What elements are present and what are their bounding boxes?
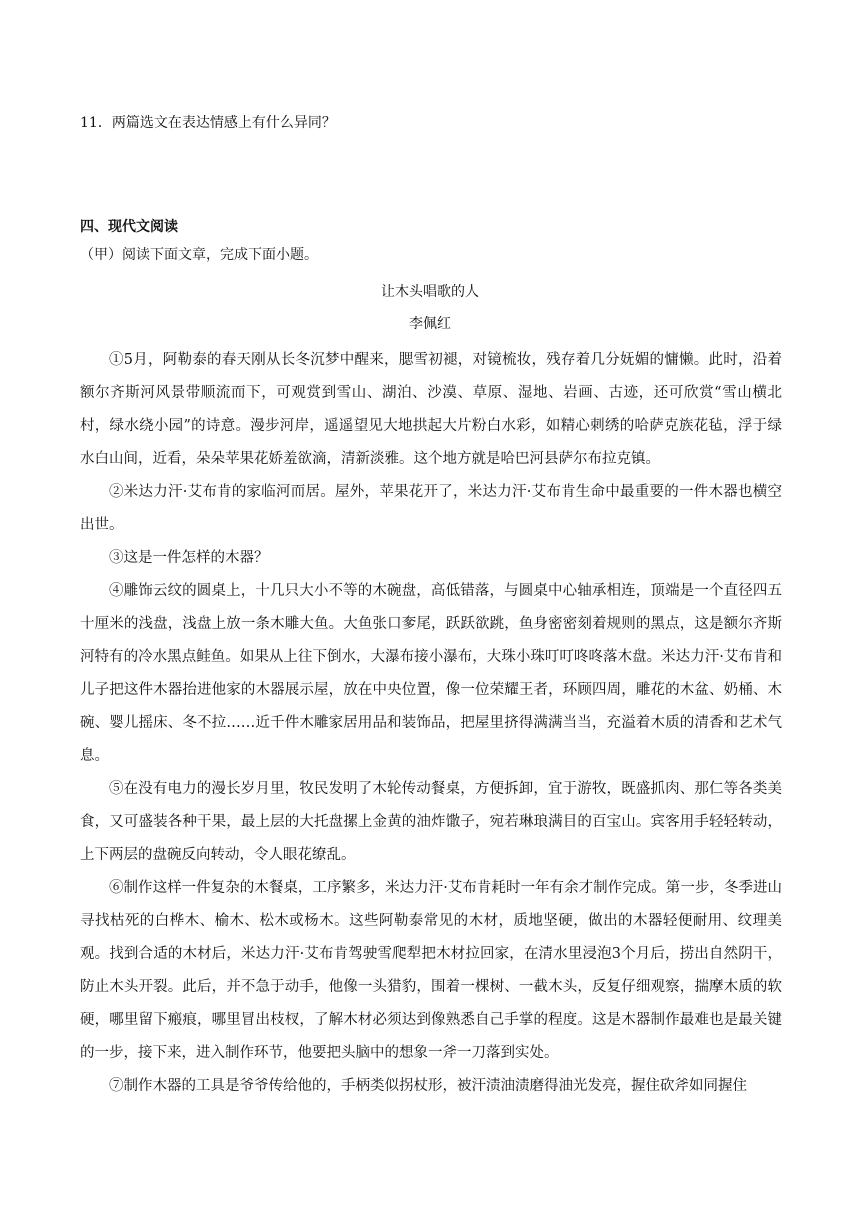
article-author: 李佩红 [409, 316, 451, 332]
question-11: 11．两篇选文在表达情感上有什么异同？ [80, 115, 336, 131]
paragraph-7: ⑦制作木器的工具是爷爷传给他的，手柄类似拐杖形，被汗渍油渍磨得油光发亮，握住砍斧如同握住 [109, 1078, 747, 1094]
section-heading: 四、现代文阅读 [80, 219, 178, 235]
paragraph-3: ③这是一件怎样的木器？ [109, 550, 269, 566]
article-body [80, 344, 782, 1103]
paragraph-5: ⑤在没有电力的漫长岁月里，牧民发明了木轮传动餐桌，方便拆卸，宜于游牧，既盛抓肉、那仁等各类美食，又可盛装各种干果，最上层的大托盘摞上金黄的油炸馓子，宛若琳琅满目的百宝山。宾客用手轻轻转动，上下两层的盘碗反向转动，令人眼花缭乱。 [80, 781, 782, 863]
paragraph-2: ②米达力汗·艾布肯的家临河而居。屋外，苹果花开了，米达力汗·艾布肯生命中最重要的一件木器也横空出世。 [80, 484, 782, 533]
paragraph-4: ④雕饰云纹的圆桌上，十几只大小不等的木碗盘，高低错落，与圆桌中心轴承相连，顶端是一个直径四五十厘米的浅盘，浅盘上放一条木雕大鱼。大鱼张口奓尾，跃跃欲跳，鱼身密密刻着规则的黑点，这是额尔齐斯河特有的冷水黑点鲑鱼。如果从上往下倒水，大瀑布接小瀑布，大珠小珠叮叮咚咚落木盘。米达力汗·艾布肯和儿子把这件木器抬进他家的木器展示屋，放在中央位置，像一位荣耀王者，环顾四周，雕花的木盆、奶桶、木碗、婴儿摇床、冬不拉……近千件木雕家居用品和装饰品，把屋里挤得满满当当，充溢着木质的清香和艺术气息。 [80, 583, 782, 764]
article-title: 让木头唱歌的人 [381, 284, 479, 300]
reading-instruction: （甲）阅读下面文章，完成下面小题。 [80, 247, 318, 263]
paragraph-6: ⑥制作这样一件复杂的木餐桌，工序繁多，米达力汗·艾布肯耗时一年有余才制作完成。第一步，冬季进山寻找枯死的白桦木、榆木、松木或杨木。这些阿勒泰常见的木材，质地坚硬，做出的木器轻便耐用、纹理美观。找到合适的木材后，米达力汗·艾布肯驾驶雪爬犁把木材拉回家，在清水里浸泡3个月后，捞出自然阴干，防止木头开裂。此后，并不急于动手，他像一头猎豹，围着一棵树、一截木头，反复仔细观察，揣摩木质的软硬，哪里留下瘢痕，哪里冒出枝杈，了解木材必须达到像熟悉自己手掌的程度。这是木器制作最难也是最关键的一步，接下来，进入制作环节，他要把头脑中的想象一斧一刀落到实处。 [80, 880, 782, 1061]
paragraph-1: ①5月，阿勒泰的春天刚从长冬沉梦中醒来，腮雪初褪，对镜梳妆，残存着几分妩媚的慵懒。此时，沿着额尔齐斯河风景带顺流而下，可观赏到雪山、湖泊、沙漠、草原、湿地、岩画、古迹，还可欣赏“雪山横北村，绿水绕小园”的诗意。漫步河岸，遥遥望见大地拱起大片粉白水彩，如精心刺绣的哈萨克族花毡，浮于绿水白山间，近看，朵朵苹果花娇羞欲滴，清新淡雅。这个地方就是哈巴河县萨尔布拉克镇。 [80, 352, 782, 467]
